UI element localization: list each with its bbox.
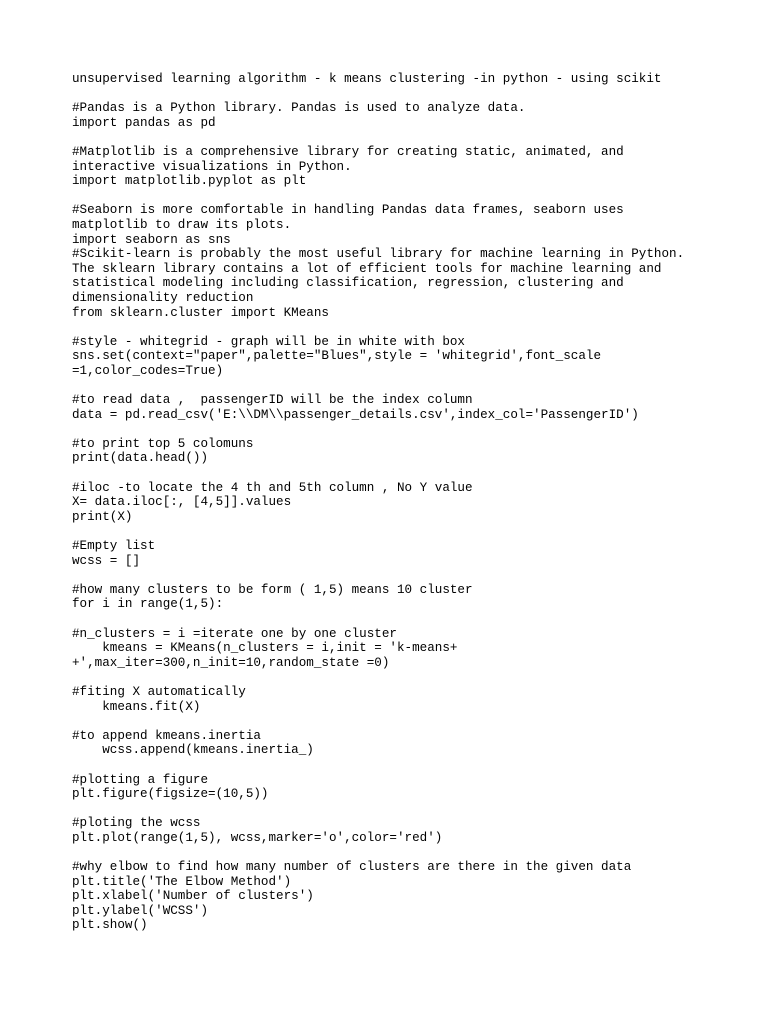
text-line: plt.figure(figsize=(10,5)) (72, 787, 269, 802)
text-line: #to append kmeans.inertia (72, 728, 261, 743)
text-line (72, 612, 732, 627)
text-line: X= data.iloc[:, [4,5]].values (72, 495, 292, 510)
text-line (72, 670, 732, 685)
text-line: plt.show() (72, 918, 148, 933)
text-line: #plotting a figure (72, 772, 209, 787)
text-line: #Pandas is a Python library. Pandas is used to analyze data. (72, 101, 526, 116)
text-line: wcss = [] (72, 553, 141, 568)
text-line: #Matplotlib is a comprehensive library for creating static, animated, and (72, 144, 624, 159)
text-line: from sklearn.cluster import KMeans (72, 305, 329, 320)
text-line (72, 714, 732, 729)
text-line: #fiting X automatically (72, 684, 246, 699)
text-line: kmeans.fit(X) (72, 699, 201, 714)
text-line: #style - whitegrid - graph will be in white with box (72, 334, 465, 349)
text-line: import seaborn as sns (72, 232, 231, 247)
text-line (72, 189, 732, 204)
document-page (72, 72, 732, 933)
text-line: data = pd.read_csv('E:\\DM\\passenger_details.csv',index_col='PassengerID') (72, 407, 639, 422)
text-line (72, 422, 732, 437)
text-line: for i in range(1,5): (72, 597, 224, 612)
text-line: print(X) (72, 509, 133, 524)
text-line (72, 802, 732, 817)
text-line (72, 378, 732, 393)
text-line: #why elbow to find how many number of clusters are there in the given data (72, 860, 632, 875)
text-line: #iloc -to locate the 4 th and 5th column , No Y value (72, 480, 473, 495)
text-line: import pandas as pd (72, 115, 216, 130)
text-line: import matplotlib.pyplot as plt (72, 174, 307, 189)
text-line (72, 466, 732, 481)
text-line: #ploting the wcss (72, 816, 201, 831)
text-line: #to print top 5 colomuns (72, 436, 254, 451)
text-line (72, 130, 732, 145)
text-line: plt.ylabel('WCSS') (72, 903, 209, 918)
text-line: sns.set(context="paper",palette="Blues",style = 'whitegrid',font_scale (72, 349, 602, 364)
text-line: kmeans = KMeans(n_clusters = i,init = 'k-means+ (72, 641, 458, 656)
text-line: unsupervised learning algorithm - k means clustering -in python - using scikit (72, 72, 662, 86)
text-line: interactive visualizations in Python. (72, 159, 352, 174)
text-line: plt.plot(range(1,5), wcss,marker='o',color='red') (72, 830, 443, 845)
text-line: =1,color_codes=True) (72, 363, 224, 378)
text-line: #n_clusters = i =iterate one by one cluster (72, 626, 397, 641)
text-line (72, 758, 732, 773)
text-line: #Scikit-learn is probably the most useful library for machine learning in Python. (72, 247, 685, 262)
text-line (72, 87, 732, 102)
text-line: plt.xlabel('Number of clusters') (72, 889, 314, 904)
text-line (72, 320, 732, 335)
text-line (72, 524, 732, 539)
text-line: dimensionality reduction (72, 290, 254, 305)
text-line: #to read data , passengerID will be the index column (72, 393, 473, 408)
text-line (72, 845, 732, 860)
text-line: matplotlib to draw its plots. (72, 217, 292, 232)
text-line: plt.title('The Elbow Method') (72, 874, 292, 889)
text-line: +',max_iter=300,n_init=10,random_state =0) (72, 655, 390, 670)
text-line: #Empty list (72, 539, 156, 553)
text-line (72, 568, 732, 583)
text-line: print(data.head()) (72, 451, 209, 466)
text-line: statistical modeling including classification, regression, clustering and (72, 276, 624, 291)
text-line: #Seaborn is more comfortable in handling Pandas data frames, seaborn uses (72, 203, 624, 218)
text-line: The sklearn library contains a lot of efficient tools for machine learning and (72, 261, 662, 276)
text-line: wcss.append(kmeans.inertia_) (72, 743, 314, 758)
text-line: #how many clusters to be form ( 1,5) means 10 cluster (72, 582, 473, 597)
